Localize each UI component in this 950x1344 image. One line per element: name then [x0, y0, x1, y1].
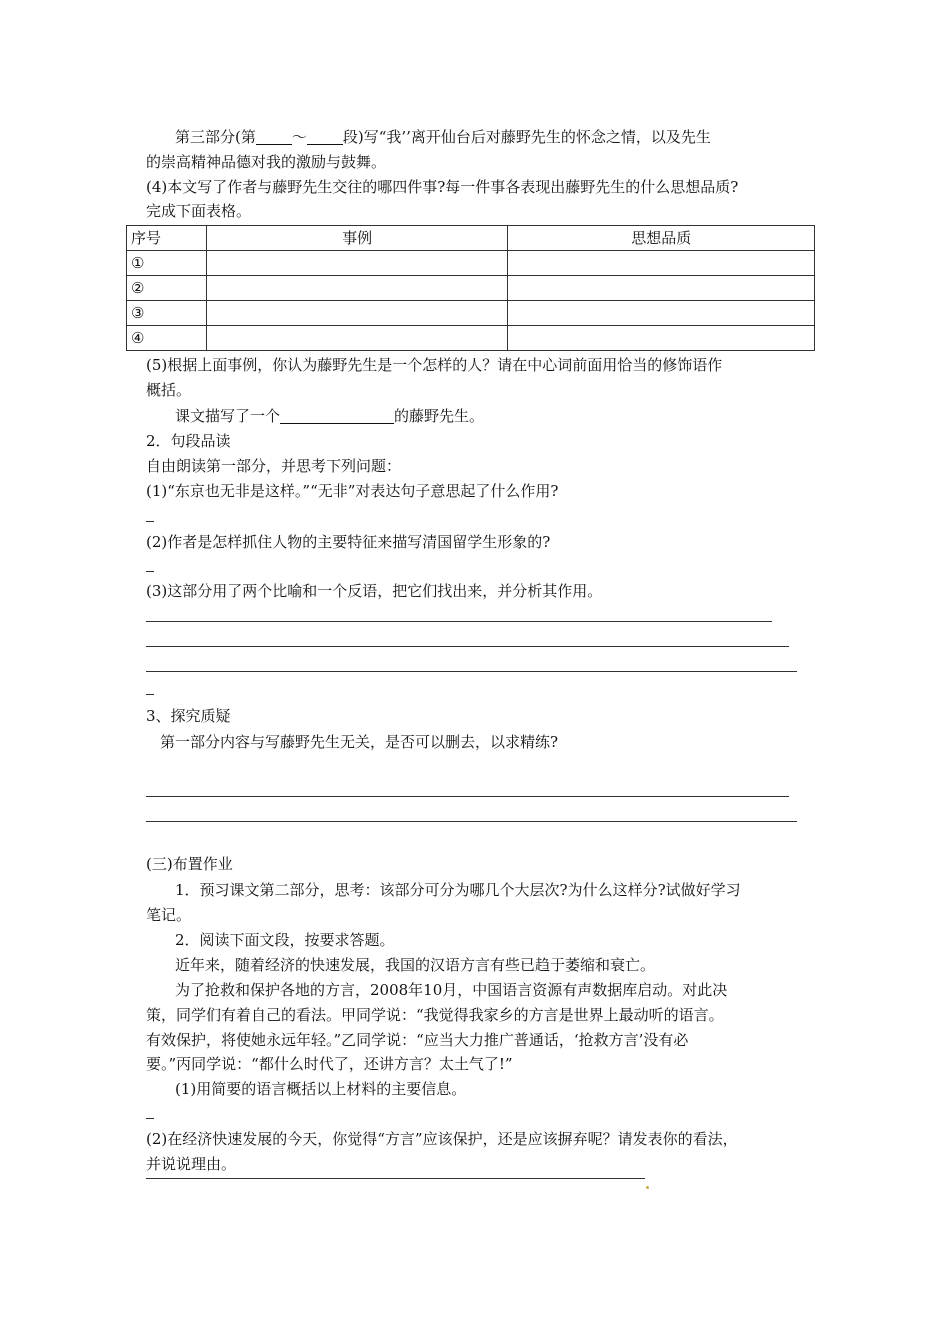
header-event: 事例: [206, 226, 508, 251]
dot-mark-shape: [646, 1186, 649, 1189]
answer-line[interactable]: [146, 796, 789, 797]
header-quality: 思想品质: [508, 226, 815, 251]
passage-paragraph-2-line-3: 有效保护，将使她永远年轻。”乙同学说：“应当大力推广普通话，‘抢救方言’没有必: [146, 1031, 689, 1049]
answer-mark-q2[interactable]: [146, 571, 154, 572]
passage-paragraph-2-line-4: 要。”丙同学说：“都什么时代了，还讲方言？太土气了!”: [146, 1055, 513, 1073]
part3-line-1: [175, 126, 711, 148]
blank-end-paragraph[interactable]: [307, 128, 343, 145]
row-quality-cell[interactable]: [508, 251, 815, 276]
section-2-title: 2．句段品读: [146, 432, 231, 450]
blank-start-paragraph[interactable]: [256, 128, 292, 145]
row-event-cell[interactable]: [206, 326, 508, 351]
row-event-cell[interactable]: [206, 276, 508, 301]
q4-line-2: 完成下面表格。: [146, 202, 252, 220]
section-2-q3: (3)这部分用了两个比喻和一个反语，把它们找出来，并分析其作用。: [146, 582, 603, 600]
part3-text-c: 段)写“我’’离开仙台后对藤野先生的怀念之情，以及先生: [342, 128, 711, 146]
q5-fill-prefix: 课文描写了一个: [175, 407, 281, 425]
homework-title: (三)布置作业: [146, 855, 233, 873]
passage-paragraph-2-line-2: 策，同学们有着自己的看法。甲同学说：“我觉得我家乡的方言是世界上最动听的语言。: [146, 1006, 724, 1024]
section-2-intro: 自由朗读第一部分，并思考下列问题：: [146, 457, 402, 475]
header-index: 序号: [127, 226, 207, 251]
table-row: [127, 326, 815, 351]
sub-question-1: (1)用简要的语言概括以上材料的主要信息。: [175, 1080, 467, 1098]
answer-mark-q3[interactable]: [146, 694, 154, 695]
answer-mark-q1[interactable]: [146, 521, 154, 522]
row-quality-cell[interactable]: [508, 276, 815, 301]
q4-line-1: (4)本文写了作者与藤野先生交往的哪四件事?每一件事各表现出藤野先生的什么思想品质?: [146, 178, 739, 196]
sub-question-2-line-2: 并说说理由。: [146, 1155, 237, 1173]
homework-task-1-line-1: 1．预习课文第二部分，思考：该部分可分为哪几个大层次?为什么这样分?试做好学习: [175, 881, 741, 899]
passage-paragraph-1: 近年来，随着经济的快速发展，我国的汉语方言有些已趋于萎缩和衰亡。: [175, 956, 656, 974]
table-row: [127, 251, 815, 276]
q5-fill-suffix: 的藤野先生。: [394, 407, 485, 425]
table-row: [127, 301, 815, 326]
section-3-question: 第一部分内容与写藤野先生无关，是否可以删去，以求精练?: [160, 733, 559, 751]
part3-text-b: ～: [291, 128, 307, 146]
row-index: ②: [127, 276, 207, 301]
section-2-q1: (1)“东京也无非是这样。”“无非”对表达句子意思起了什么作用?: [146, 482, 559, 500]
row-event-cell[interactable]: [206, 301, 508, 326]
passage-paragraph-2-line-1: 为了抢救和保护各地的方言，2008年10月，中国语言资源有声数据库启动。对此决: [175, 981, 728, 999]
row-event-cell[interactable]: [206, 251, 508, 276]
row-index: ④: [127, 326, 207, 351]
q5-line-3: [175, 405, 484, 427]
q5-text: (5)根据上面事例，你认为藤野先生是一个怎样的人？请在中心词前面用恰当的修饰语作: [146, 356, 723, 374]
events-table: [126, 225, 815, 351]
row-quality-cell[interactable]: [508, 301, 815, 326]
table-row: [127, 276, 815, 301]
blank-modifier[interactable]: [280, 407, 394, 424]
section-3-title: 3、探究质疑: [146, 707, 231, 725]
answer-line[interactable]: [146, 821, 797, 822]
answer-line[interactable]: [146, 621, 772, 622]
homework-task-1-line-2: 笔记。: [146, 906, 192, 924]
q5-line-1: [146, 354, 722, 376]
q5-line-2: 概括。: [146, 381, 192, 399]
answer-mark-sq1[interactable]: [146, 1118, 154, 1119]
homework-task-2: 2．阅读下面文段，按要求答题。: [175, 931, 395, 949]
part3-text-a: 第三部分(第: [175, 128, 256, 146]
table-header-row: [127, 226, 815, 251]
answer-line[interactable]: [146, 1178, 645, 1179]
sub-question-2-line-1: (2)在经济快速发展的今天，你觉得“方言”应该保护，还是应该摒弃呢？请发表你的看法，: [146, 1130, 738, 1148]
answer-line[interactable]: [146, 671, 797, 672]
row-quality-cell[interactable]: [508, 326, 815, 351]
answer-line[interactable]: [146, 646, 789, 647]
dot-mark: [646, 1175, 649, 1194]
row-index: ③: [127, 301, 207, 326]
section-2-q2: (2)作者是怎样抓住人物的主要特征来描写清国留学生形象的?: [146, 533, 551, 551]
part3-line-2: 的崇高精神品德对我的激励与鼓舞。: [146, 153, 387, 171]
row-index: ①: [127, 251, 207, 276]
